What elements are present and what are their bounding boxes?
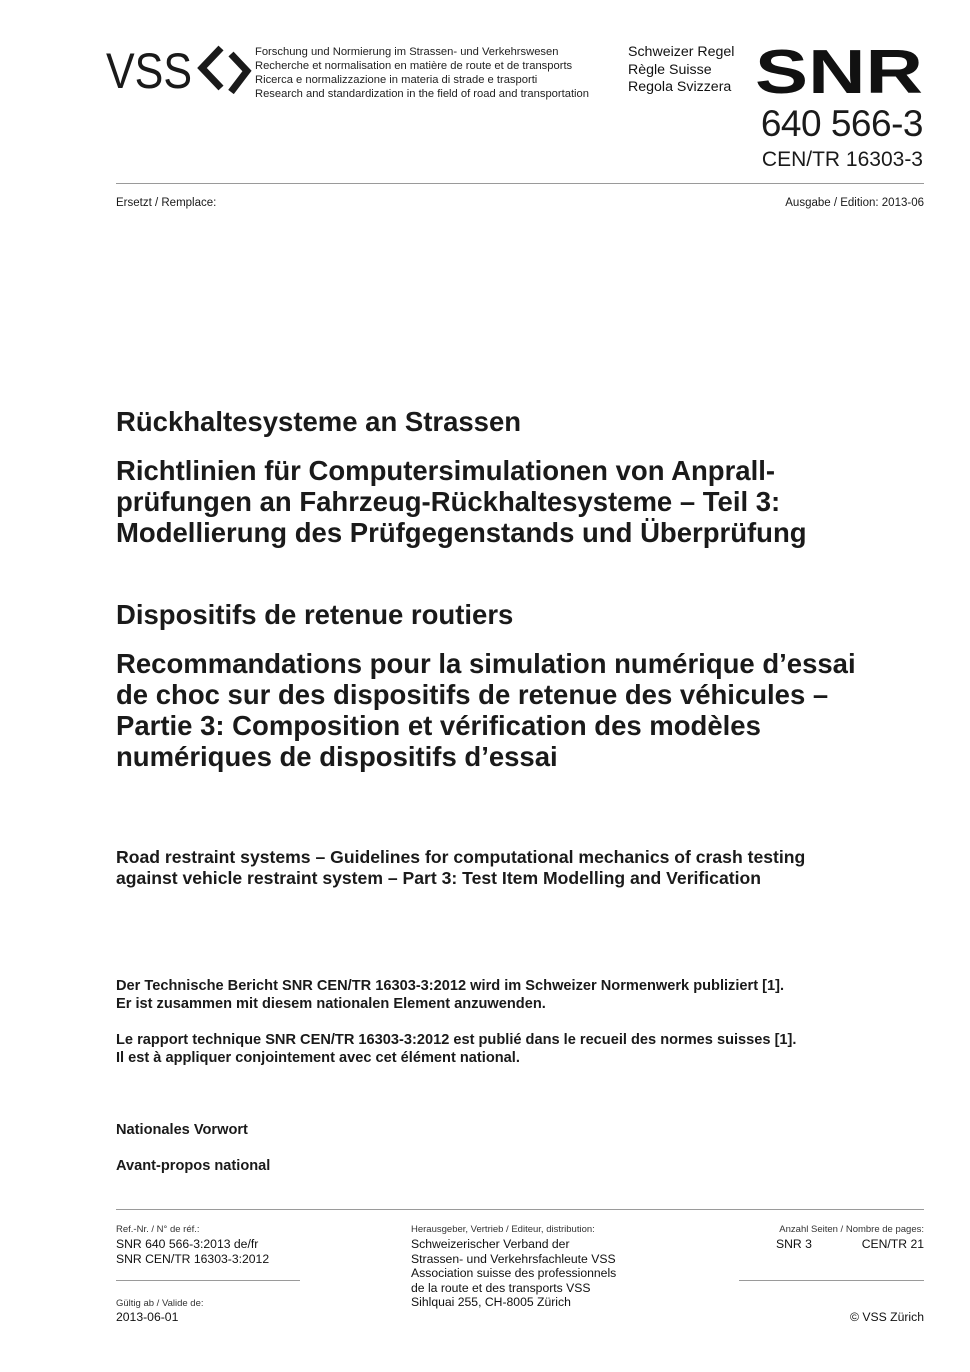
copyright-notice: © VSS Zürich: [850, 1310, 924, 1324]
replaces-label: Ersetzt / Remplace:: [116, 197, 217, 209]
title-fr-sub-line: numériques de dispositifs d’essai: [116, 741, 558, 772]
publication-note-de: [116, 977, 916, 1013]
divider: [116, 183, 924, 184]
regel-fr: Règle Suisse: [628, 61, 712, 78]
title-en: [116, 847, 916, 889]
divider: [739, 1280, 924, 1281]
title-fr-main: Dispositifs de retenue routiers: [116, 599, 514, 630]
reference-values: [116, 1237, 269, 1266]
page-count-snr: SNR 3: [776, 1237, 812, 1251]
title-de-sub: [116, 455, 916, 548]
publication-note-fr: [116, 1031, 916, 1067]
title-fr-sub-line: Partie 3: Composition et vérification des modèles: [116, 710, 761, 741]
page-count-label: Anzahl Seiten / Nombre de pages:: [779, 1224, 924, 1235]
publisher-line: Schweizerischer Verband der: [411, 1237, 570, 1251]
national-foreword-de: Nationales Vorwort: [116, 1122, 248, 1138]
note-line: Der Technische Bericht SNR CEN/TR 16303-3:2012 wird im Schweizer Normenwerk publiziert [1].: [116, 978, 785, 994]
publisher-line: de la route et des transports VSS: [411, 1280, 591, 1295]
swiss-rule-labels: [628, 44, 734, 97]
reference-value: SNR CEN/TR 16303-3:2012: [116, 1251, 270, 1266]
snr-logo: [755, 46, 923, 94]
regel-it: Regola Svizzera: [628, 79, 732, 95]
publisher-line: Sihlquai 255, CH-8005 Zürich: [411, 1295, 571, 1309]
snr-logo-text: SNR: [755, 46, 923, 94]
publisher-address: [411, 1237, 616, 1310]
title-fr-sub-line: Recommandations pour la simulation numérique d’essai: [116, 648, 856, 679]
note-line: Il est à appliquer conjointement avec cet élément national.: [116, 1050, 520, 1066]
vss-logo: [106, 44, 252, 94]
regel-de: Schweizer Regel: [628, 44, 735, 60]
reference-label: Ref.-Nr. / N° de réf.:: [116, 1224, 200, 1235]
title-de-sub-line: Modellierung des Prüfgegenstands und Überprüfung: [116, 517, 807, 548]
title-de-main: Rückhaltesysteme an Strassen: [116, 406, 522, 437]
org-line-en: Research and standardization in the field of road and transportation: [255, 88, 589, 100]
org-line-de: Forschung und Normierung im Strassen- und Verkehrswesen: [255, 46, 559, 58]
note-line: Er ist zusammen mit diesem nationalen Element anzuwenden.: [116, 996, 546, 1012]
title-fr-sub: [116, 648, 916, 772]
page-count-cen: CEN/TR 21: [861, 1237, 924, 1251]
title-en-line: against vehicle restraint system – Part 3: Test Item Modelling and Verification: [116, 868, 761, 888]
title-en-line: Road restraint systems – Guidelines for computational mechanics of crash testing: [116, 847, 806, 867]
title-fr-sub-line: de choc sur des dispositifs de retenue des véhicules –: [116, 679, 829, 710]
publisher-label: Herausgeber, Vertrieb / Editeur, distribution:: [411, 1224, 595, 1235]
standard-number: 640 566-3: [760, 103, 923, 144]
organisation-description: [255, 45, 589, 101]
title-de-sub-line: prüfungen an Fahrzeug-Rückhaltesysteme – Teil 3:: [116, 486, 781, 517]
vss-logo-text: VSS: [106, 44, 192, 94]
divider: [116, 1209, 924, 1210]
title-de-sub-line: Richtlinien für Computersimulationen von Anprall-: [116, 455, 776, 486]
cen-number: CEN/TR 16303-3: [761, 148, 923, 171]
org-line-fr: Recherche et normalisation en matière de route et de transports: [255, 60, 573, 72]
org-line-it: Ricerca e normalizzazione in materia di strade e trasporti: [255, 74, 538, 86]
publisher-line: Strassen- und Verkehrsfachleute VSS: [411, 1251, 616, 1266]
reference-value: SNR 640 566-3:2013 de/fr: [116, 1237, 259, 1251]
note-line: Le rapport technique SNR CEN/TR 16303-3:2012 est publié dans le recueil des normes suisses [1].: [116, 1032, 797, 1048]
national-foreword-fr: Avant-propos national: [116, 1158, 271, 1174]
publisher-line: Association suisse des professionnels: [411, 1266, 617, 1280]
valid-from-label: Gültig ab / Valide de:: [116, 1298, 204, 1309]
divider: [116, 1280, 300, 1281]
edition-label: Ausgabe / Edition: 2013-06: [785, 197, 924, 209]
valid-from-date: 2013-06-01: [116, 1310, 179, 1324]
